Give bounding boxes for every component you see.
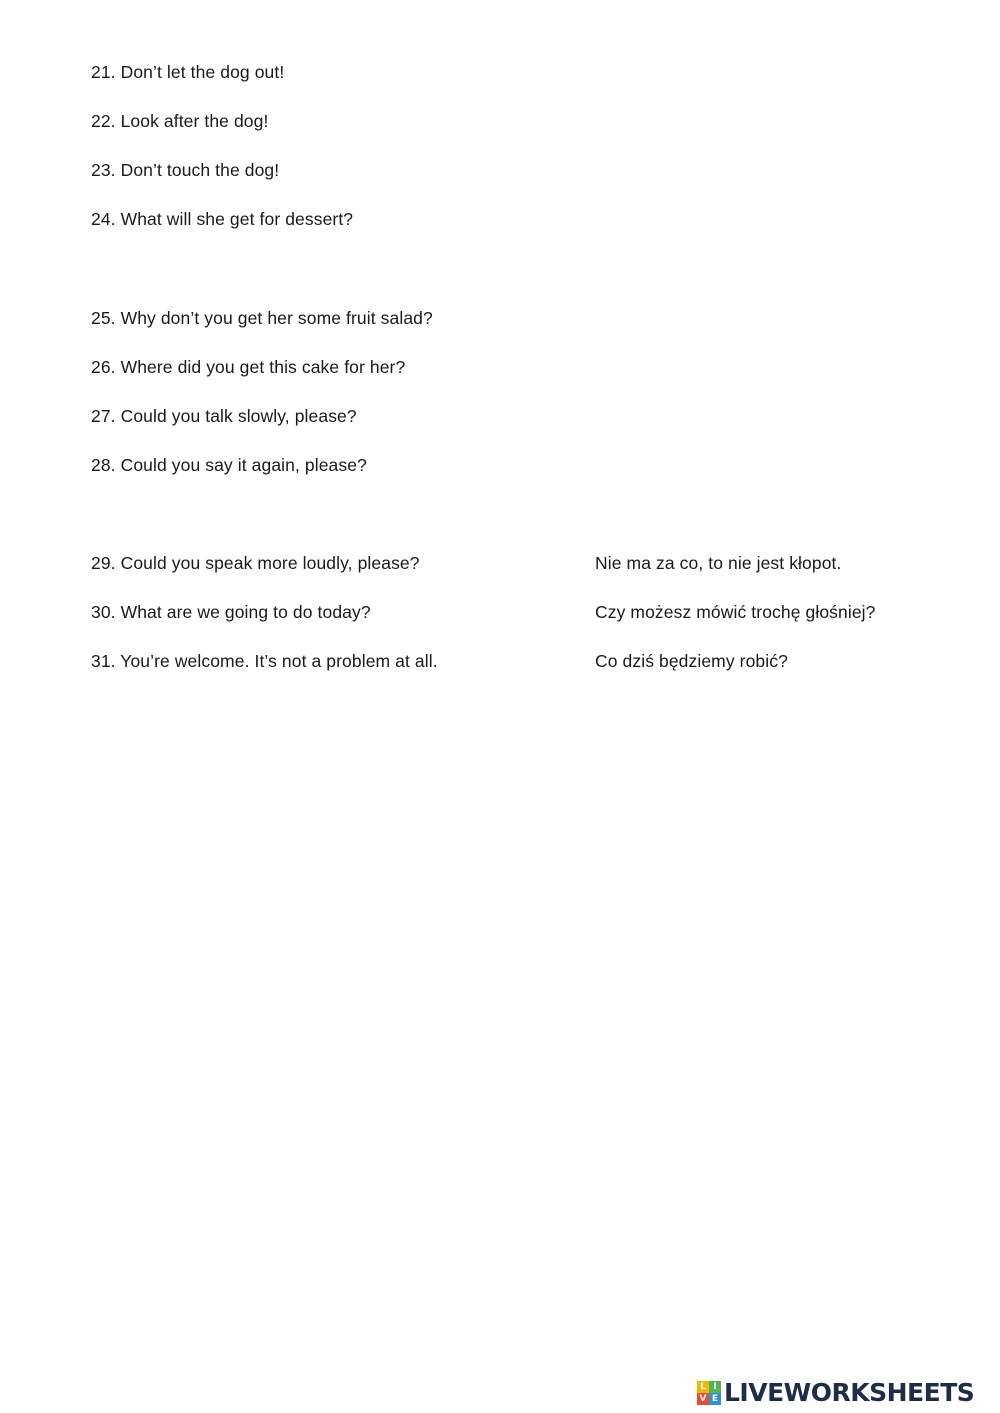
translation-2: Czy możesz mówić trochę głośniej? — [595, 602, 876, 622]
question-29: 29. Could you speak more loudly, please? — [91, 553, 420, 573]
question-31: 31. You’re welcome. It’s not a problem at all. — [91, 651, 438, 671]
question-25: 25. Why don’t you get her some fruit salad? — [91, 308, 433, 328]
logo-text: LIVEWORKSHEETS — [724, 1378, 975, 1407]
question-28: 28. Could you say it again, please? — [91, 455, 367, 475]
logo-mark-cell: L — [697, 1381, 709, 1393]
question-23: 23. Don’t touch the dog! — [91, 160, 280, 180]
question-27: 27. Could you talk slowly, please? — [91, 406, 357, 426]
question-21: 21. Don’t let the dog out! — [91, 62, 285, 82]
logo-mark-cell: V — [697, 1393, 709, 1405]
liveworksheets-logo-icon — [697, 1381, 721, 1405]
question-30: 30. What are we going to do today? — [91, 602, 371, 622]
logo-mark-cell: I — [709, 1381, 721, 1393]
question-24: 24. What will she get for dessert? — [91, 209, 354, 229]
question-26: 26. Where did you get this cake for her? — [91, 357, 406, 377]
liveworksheets-logo — [697, 1378, 974, 1408]
logo-mark-cell: E — [709, 1393, 721, 1405]
translation-3: Co dziś będziemy robić? — [595, 651, 788, 671]
translation-1: Nie ma za co, to nie jest kłopot. — [595, 553, 842, 573]
question-22: 22. Look after the dog! — [91, 111, 269, 131]
